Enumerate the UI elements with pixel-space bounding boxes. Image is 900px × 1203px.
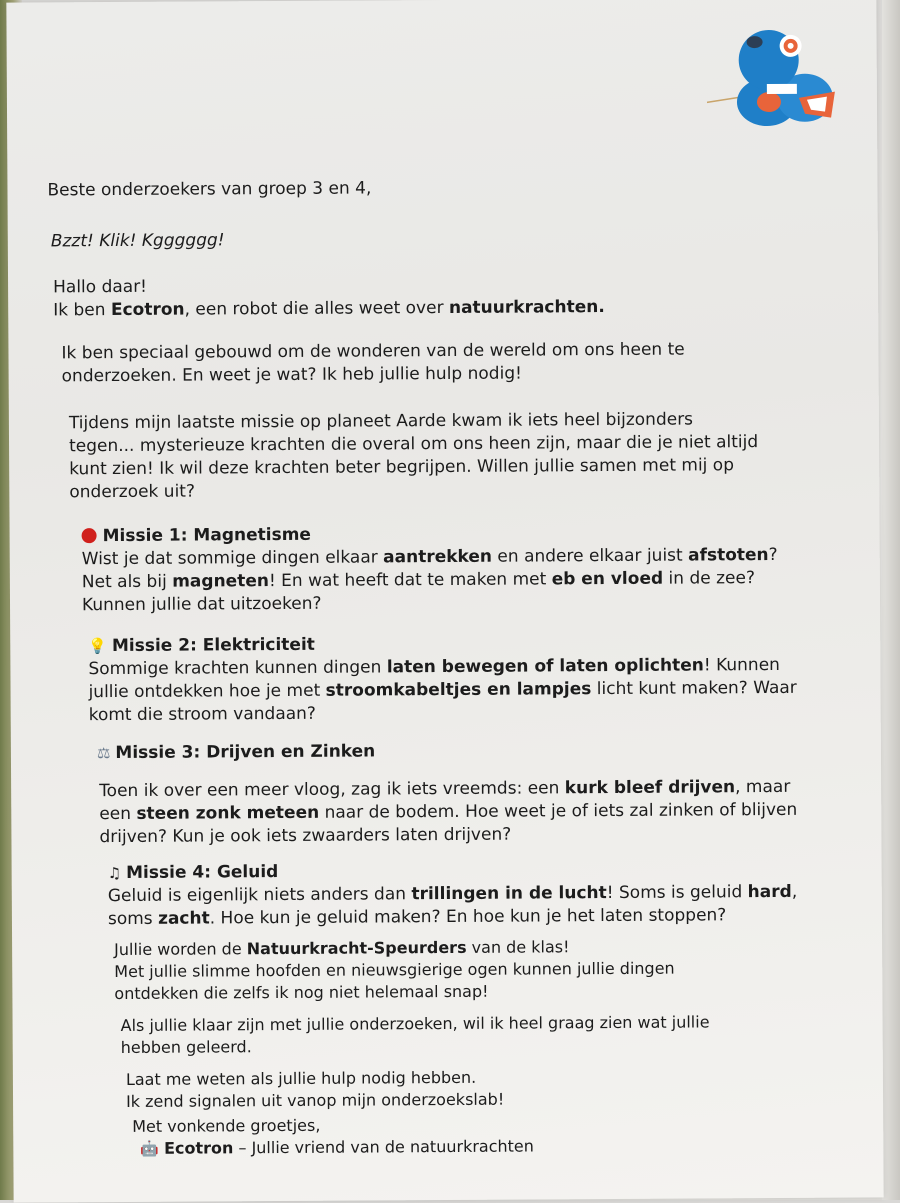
mission-4: ♫ Missie 4: Geluid Geluid is eigenlijk niets anders dan trillingen in de lucht! Soms is geluid hard, soms zacht. Hoe kun je geluid maken? En hoe kun je het laten stoppen? (107, 862, 798, 930)
red-circle-icon (82, 528, 97, 543)
intro-paragraph-1: Hallo daar! Ik ben Ecotron, een robot die alles weet over natuurkrachten. (53, 276, 605, 321)
signature-ecotron: Ecotron (163, 1138, 234, 1158)
closing-paragraph-2: Als jullie klaar zijn met jullie onderzoeken, wil ik heel graag zien wat jullie hebben geleerd. (120, 1012, 710, 1057)
mission-3-title: Missie 3: Drijven en Zinken (115, 741, 376, 764)
robot-face-icon: 🤖 (140, 1139, 160, 1158)
mission-1-title: Missie 1: Magnetisme (102, 524, 311, 547)
greeting: Beste onderzoekers van groep 3 en 4, (47, 178, 372, 201)
mission-2: 💡 Missie 2: Elektriciteit Sommige krachten kunnen dingen laten bewegen of laten oplichten! Kunnen jullie ontdekken hoe je met stroomkabeltjes en lampjes licht kunt maken? Waar komt die stroom vandaan? (88, 634, 797, 726)
closing-paragraph-3: Laat me weten als jullie hulp nodig hebben. Ik zend signalen uit vanop mijn onderzoekslab! (125, 1067, 505, 1111)
light-bulb-icon: 💡 (88, 637, 108, 656)
intro-paragraph-2: Ik ben speciaal gebouwd om de wonderen van de wereld om ons heen te onderzoeken. En weet je wat? Ik heb jullie hulp nodig! (61, 339, 685, 387)
music-note-icon: ♫ (107, 863, 122, 883)
sound-effect: Bzzt! Klik! Kgggggg! (50, 230, 225, 252)
balance-scale-icon: ⚖ (96, 744, 111, 763)
table-edge-right (882, 0, 900, 1200)
mission-1: Missie 1: Magnetisme Wist je dat sommige dingen elkaar aantrekken en andere elkaar juist afstoten? Net als bij magneten! En wat heeft dat te maken met eb en vloed in de zee? Kunnen jullie dat uitzoeken? (81, 524, 778, 616)
mission-3-body: Toen ik over een meer vloog, zag ik iets vreemds: een kurk bleef drijven, maar een steen zonk meteen naar de bodem. Hoe weet je of iets zal zinken of blijven drijven? Kun je ook iets zwaarders laten drijven? (99, 776, 798, 848)
intro-paragraph-3: Tijdens mijn laatste missie op planeet Aarde kwam ik iets heel bijzonders tegen... mysterieuze krachten die overal om ons heen zijn, maar die je niet altijd kunt zien! Ik wil deze krachten beter begrijpen. Willen jullie samen met mij op onderzoek uit? (68, 409, 759, 503)
letter-sheet (6, 0, 883, 1203)
mission-2-title: Missie 2: Elektriciteit (111, 634, 315, 657)
signoff: Met vonkende groetjes, 🤖 Ecotron – Jullie vriend van de natuurkrachten (132, 1115, 534, 1158)
mission-4-title: Missie 4: Geluid (126, 862, 279, 883)
robot-illustration (706, 20, 847, 131)
name-ecotron: Ecotron (110, 299, 185, 321)
mission-3-heading (97, 740, 375, 765)
closing-paragraph-1: Jullie worden de Natuurkracht-Speurders van de klas! Met jullie slimme hoofden en nieuwsgierige ogen kunnen jullie dingen ontdekken die zelfs ik nog niet helemaal snap! (114, 937, 675, 1004)
